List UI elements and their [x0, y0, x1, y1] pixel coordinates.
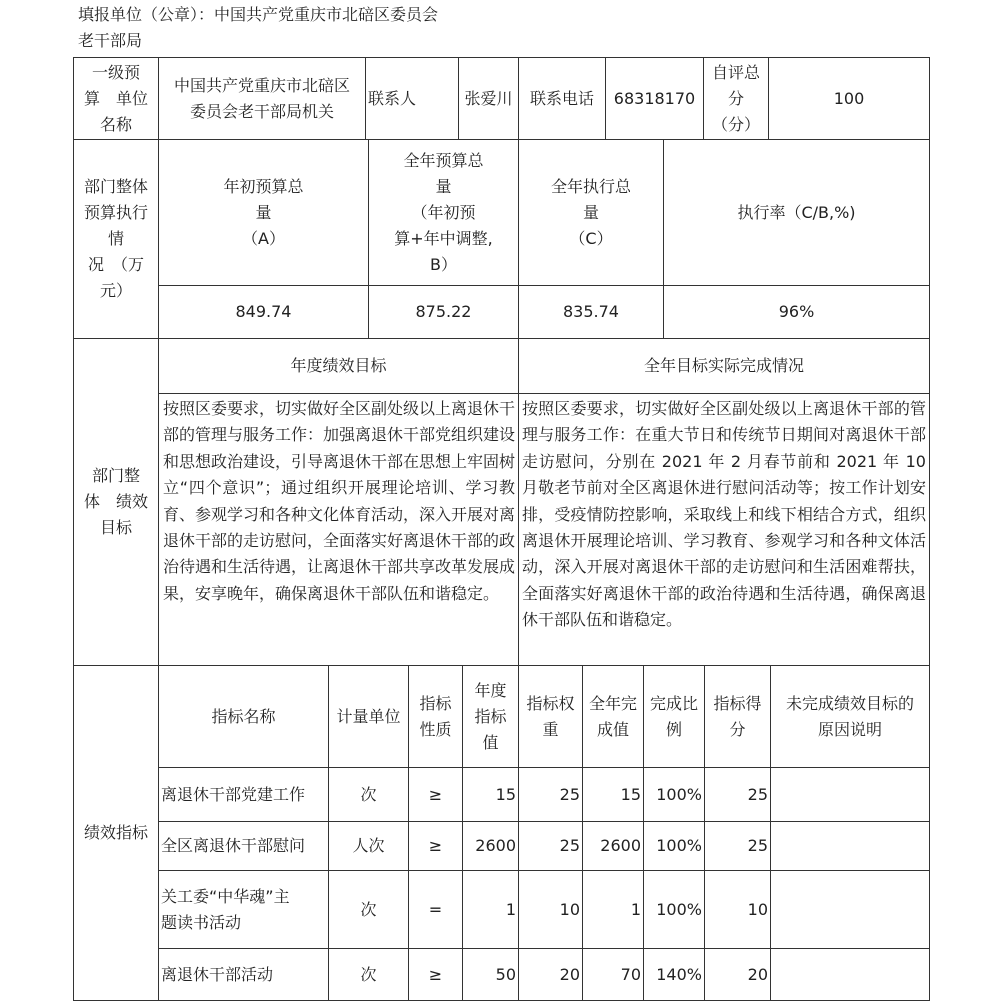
self-score-label: 自评总 分 （分）: [711, 62, 760, 134]
indicator-reason: [771, 768, 929, 821]
unit-name-label: 一级预 算 单位 名称: [83, 62, 148, 134]
indicator-name: 全区离退休干部慰问: [161, 836, 306, 855]
indicator-actual: 15: [620, 784, 641, 804]
indicator-header-unit: 计量单位: [336, 706, 401, 726]
indicator-reason: [771, 949, 929, 1000]
form-header: [78, 2, 438, 54]
indicator-name: 离退休干部活动: [161, 964, 274, 984]
execution-rate-value: 96%: [778, 302, 815, 321]
indicator-header-weight: 指标权 重: [526, 693, 575, 739]
filling-unit-line-cont: 老干部局: [78, 31, 143, 50]
filling-unit-line: 填报单位（公章）：中国共产党重庆市北碚区委员会: [78, 5, 439, 24]
indicator-actual: 1: [630, 899, 641, 919]
indicator-nature: =: [428, 899, 443, 919]
indicator-ratio: 100%: [656, 784, 702, 804]
indicator-weight: 25: [559, 784, 580, 804]
indicator-target: 1: [505, 899, 516, 919]
indicator-header-reason: 未完成绩效目标的 原因说明: [785, 693, 914, 739]
budget-section-label: 部门整体 预算执行 情 况 （万 元）: [83, 177, 148, 300]
indicator-nature: ≥: [428, 836, 443, 855]
phone-label: 联系电话: [529, 88, 594, 108]
indicator-weight: 20: [559, 964, 580, 984]
contact-label: 联系人: [368, 88, 417, 108]
indicator-target: 2600: [475, 836, 516, 855]
indicator-actual: 2600: [600, 836, 641, 855]
indicator-name: 离退休干部党建工作: [161, 784, 306, 804]
self-score-value: 100: [833, 88, 865, 108]
indicator-header-name: 指标名称: [211, 706, 276, 726]
phone-value: 68318170: [613, 88, 696, 108]
annual-goal-header: 年度绩效目标: [290, 356, 387, 375]
indicator-nature: ≥: [428, 784, 443, 804]
indicator-header-score: 指标得 分: [713, 693, 762, 739]
indicator-target: 15: [495, 784, 516, 804]
indicator-unit: 人次: [352, 836, 385, 855]
execution-rate-header: 执行率（C/B,%): [737, 202, 856, 222]
unit-name-value: 中国共产党重庆市北碚区 委员会老干部局机关: [173, 75, 350, 121]
budget-col-b-header: 全年预算总 量 （年初预 算+年中调整, B）: [394, 150, 493, 274]
indicator-actual: 70: [620, 964, 641, 984]
contact-value: 张爱川: [464, 88, 513, 108]
indicator-reason: [771, 822, 929, 870]
indicator-score: 25: [747, 784, 768, 804]
indicator-target: 50: [495, 964, 516, 984]
indicator-score: 10: [747, 899, 768, 919]
indicator-ratio: 100%: [656, 899, 702, 919]
indicator-header-nature: 指标 性质: [419, 693, 452, 739]
indicators-section-label: 绩效指标: [83, 823, 148, 842]
budget-col-a-header: 年初预算总 量 （A）: [223, 176, 304, 248]
indicator-header-ratio: 完成比 例: [649, 693, 698, 739]
indicator-unit: 次: [360, 784, 377, 804]
indicator-header-actual: 全年完 成值: [588, 693, 637, 739]
actual-completion-header: 全年目标实际完成情况: [643, 356, 804, 375]
indicator-weight: 10: [559, 899, 580, 919]
actual-completion-text: 按照区委要求，切实做好全区副处级以上离退休干部的管理与服务工作：在重大节日和传统节日期间对离退休干部走访慰问，分别在 2021 年 2 月春节前和 2021 年 10 月敬老节前对全区离退休进行慰问活动等；按工作计划安排，受疫情防控影响，采取线上和线下相结合方式，组织离退休开展理论培训、学习教育、参观学习和各种文体活动，深入开展对离退休干部的走访慰问和生活困难帮扶，全面落实好离退休干部的政治待遇和生活待遇，确保离退休干部队伍和谐稳定。: [522, 399, 926, 630]
goals-section-label: 部门整 体 绩效 目标: [83, 466, 148, 537]
budget-value-a: 849.74: [235, 302, 292, 321]
indicator-unit: 次: [360, 899, 377, 919]
indicator-score: 25: [747, 836, 768, 855]
indicator-reason: [771, 871, 929, 948]
indicator-name: 关工委“中华魂”主 题读书活动: [161, 886, 290, 932]
budget-value-c: 835.74: [563, 302, 619, 321]
indicator-unit: 次: [360, 964, 377, 984]
budget-col-c-header: 全年执行总 量 （C）: [550, 176, 631, 248]
indicator-weight: 25: [559, 836, 580, 855]
annual-goal-text: 按照区委要求，切实做好全区副处级以上离退休干部的管理与服务工作：加强离退休干部党组织建设和思想政治建设，引导离退休干部在思想上牢固树立“四个意识”；通过组织开展理论培训、学习教育、参观学习和各种文化体育活动，深入开展对离退休干部的走访慰问，全面落实好离退休干部的政治待遇和生活待遇，让离退休干部共享改革发展成果，安享晚年，确保离退休干部队伍和谐稳定。: [163, 399, 516, 603]
indicator-score: 20: [747, 964, 768, 984]
indicator-nature: ≥: [428, 964, 443, 984]
indicator-header-target: 年度 指标 值: [474, 680, 507, 752]
indicator-ratio: 140%: [656, 964, 702, 984]
budget-value-b: 875.22: [415, 302, 472, 321]
indicator-ratio: 100%: [656, 836, 702, 855]
